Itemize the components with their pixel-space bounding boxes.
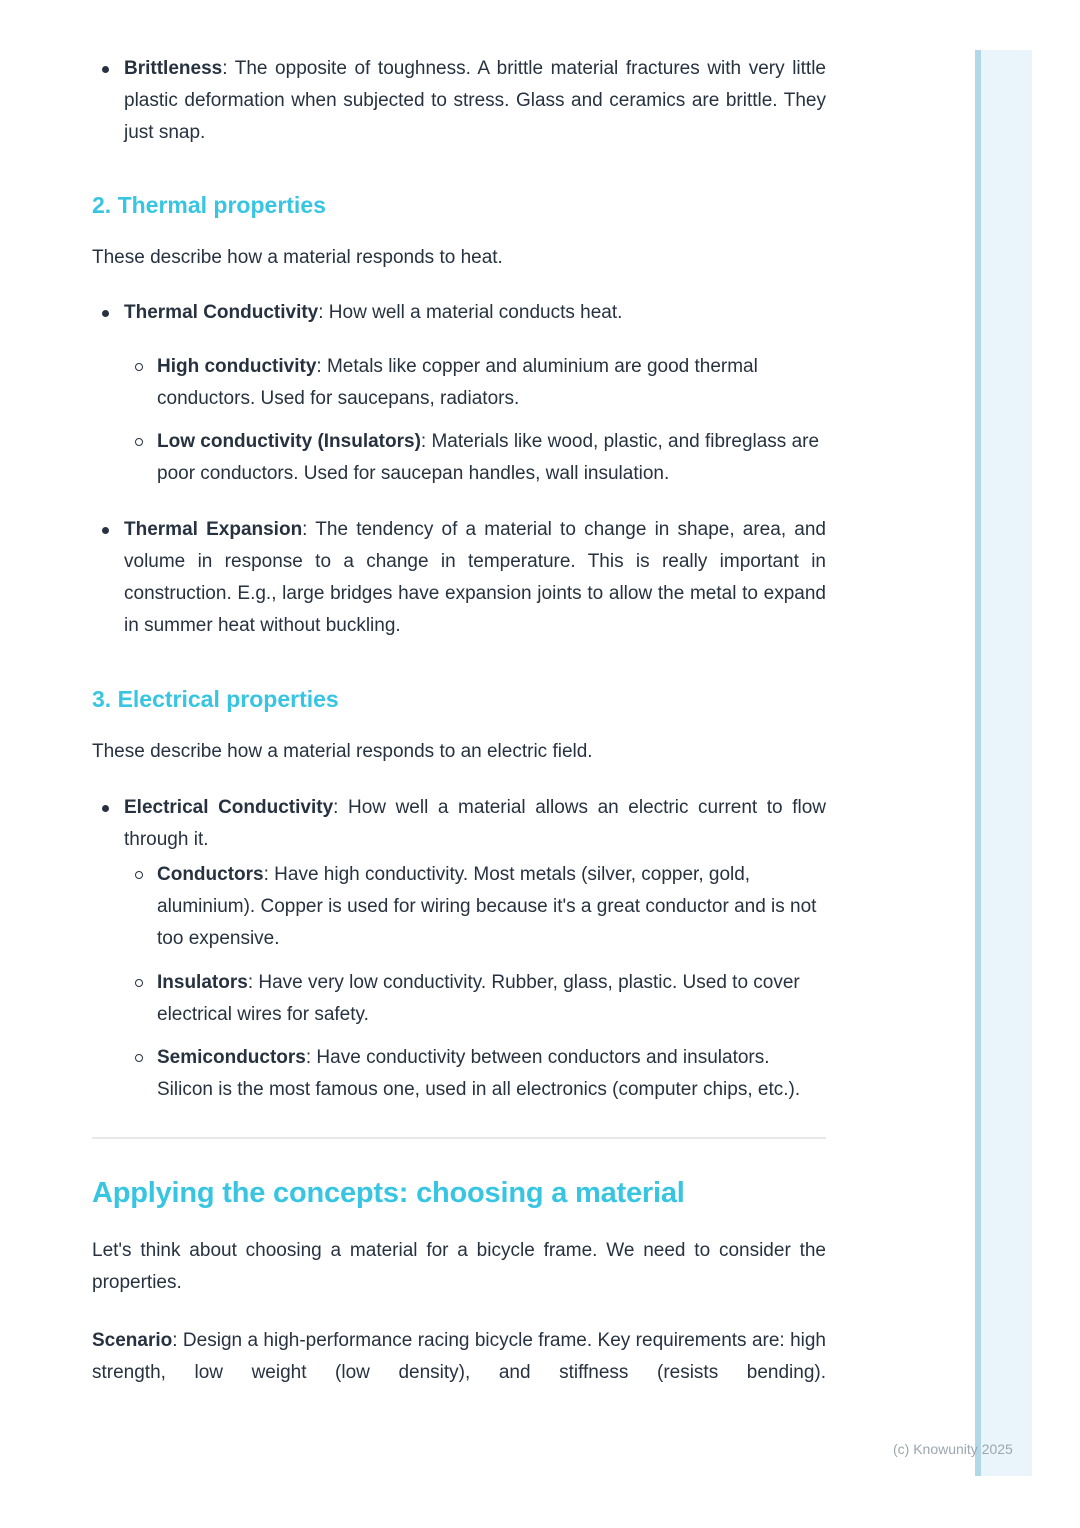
term-bold: Scenario [92, 1330, 173, 1351]
document-content [92, 53, 826, 1389]
term-definition: : How well a material conducts heat. [318, 302, 623, 323]
term-definition: : How well a material allows an electric current to flow through it. [124, 797, 826, 850]
electrical-intro-paragraph: These describe how a material responds to an electric field. [92, 741, 593, 762]
bullet-dot-icon [102, 66, 109, 73]
term-bold: Conductors [157, 864, 264, 885]
term-definition: : The opposite of toughness. A brittle material fractures with very little plastic deformation when subjected to stress. Glass and ceramics are brittle. They just snap. [124, 58, 826, 143]
term-bold: Electrical Conductivity [124, 797, 334, 818]
list-item-low-conductivity [92, 426, 826, 490]
list-item-high-conductivity [92, 351, 826, 415]
term-bold: Low conductivity (Insulators) [157, 431, 421, 452]
bullet-circle-icon [135, 363, 143, 371]
term-bold: Thermal Expansion [124, 519, 303, 540]
section-heading-electrical: 3. Electrical properties [92, 686, 339, 712]
scenario-paragraph [92, 1325, 826, 1389]
section-heading-thermal: 2. Thermal properties [92, 192, 326, 218]
bullet-circle-icon [135, 871, 143, 879]
term-bold: Thermal Conductivity [124, 302, 319, 323]
term-definition: : Have conductivity between conductors and insulators. Silicon is the most famous one, used in all electronics (computer chips, etc.). [157, 1047, 801, 1100]
term-bold: High conductivity [157, 356, 317, 377]
term-definition: : The tendency of a material to change in shape, area, and volume in response to a change in temperature. This is really important in construction. E.g., large bridges have expansion joints to allow the metal to expand in summer heat without buckling. [124, 519, 826, 636]
list-item-thermal-expansion [92, 514, 826, 642]
bullet-circle-icon [135, 979, 143, 987]
bullet-circle-icon [135, 438, 143, 446]
term-bold: Brittleness [124, 58, 223, 79]
term-bold: Semiconductors [157, 1047, 306, 1068]
page-title-applying-concepts: Applying the concepts: choosing a material [92, 1177, 685, 1209]
thermal-intro-paragraph: These describe how a material responds to heat. [92, 247, 503, 268]
list-item-semiconductors [92, 1042, 826, 1106]
bullet-dot-icon [102, 527, 109, 534]
bullet-dot-icon [102, 310, 109, 317]
term-definition: : Have very low conductivity. Rubber, glass, plastic. Used to cover electrical wires for safety. [157, 972, 800, 1025]
list-item-brittleness [92, 53, 826, 149]
footer-credit: (c) Knowunity 2025 [893, 1441, 1013, 1457]
list-item-thermal-conductivity [92, 297, 826, 329]
term-definition: : Materials like wood, plastic, and fibreglass are poor conductors. Used for saucepan handles, wall insulation. [157, 431, 820, 484]
bullet-dot-icon [102, 805, 109, 812]
page-edge-stripe [975, 50, 1032, 1476]
term-definition: : Metals like copper and aluminium are good thermal conductors. Used for saucepans, radiators. [157, 356, 758, 409]
list-item-electrical-conductivity [92, 792, 826, 856]
bullet-circle-icon [135, 1054, 143, 1062]
list-item-conductors [92, 859, 826, 955]
list-item-insulators [92, 967, 826, 1031]
term-bold: Insulators [157, 972, 248, 993]
term-definition: : Design a high-performance racing bicycle frame. Key requirements are: high strength, low weight (low density), and stiffness (resists bending). [92, 1330, 826, 1383]
applying-intro-paragraph: Let's think about choosing a material for a bicycle frame. We need to consider the properties. [92, 1240, 826, 1293]
term-definition: : Have high conductivity. Most metals (silver, copper, gold, aluminium). Copper is used for wiring because it's a great conductor and is not too expensive. [157, 864, 817, 949]
section-divider [92, 1137, 826, 1139]
